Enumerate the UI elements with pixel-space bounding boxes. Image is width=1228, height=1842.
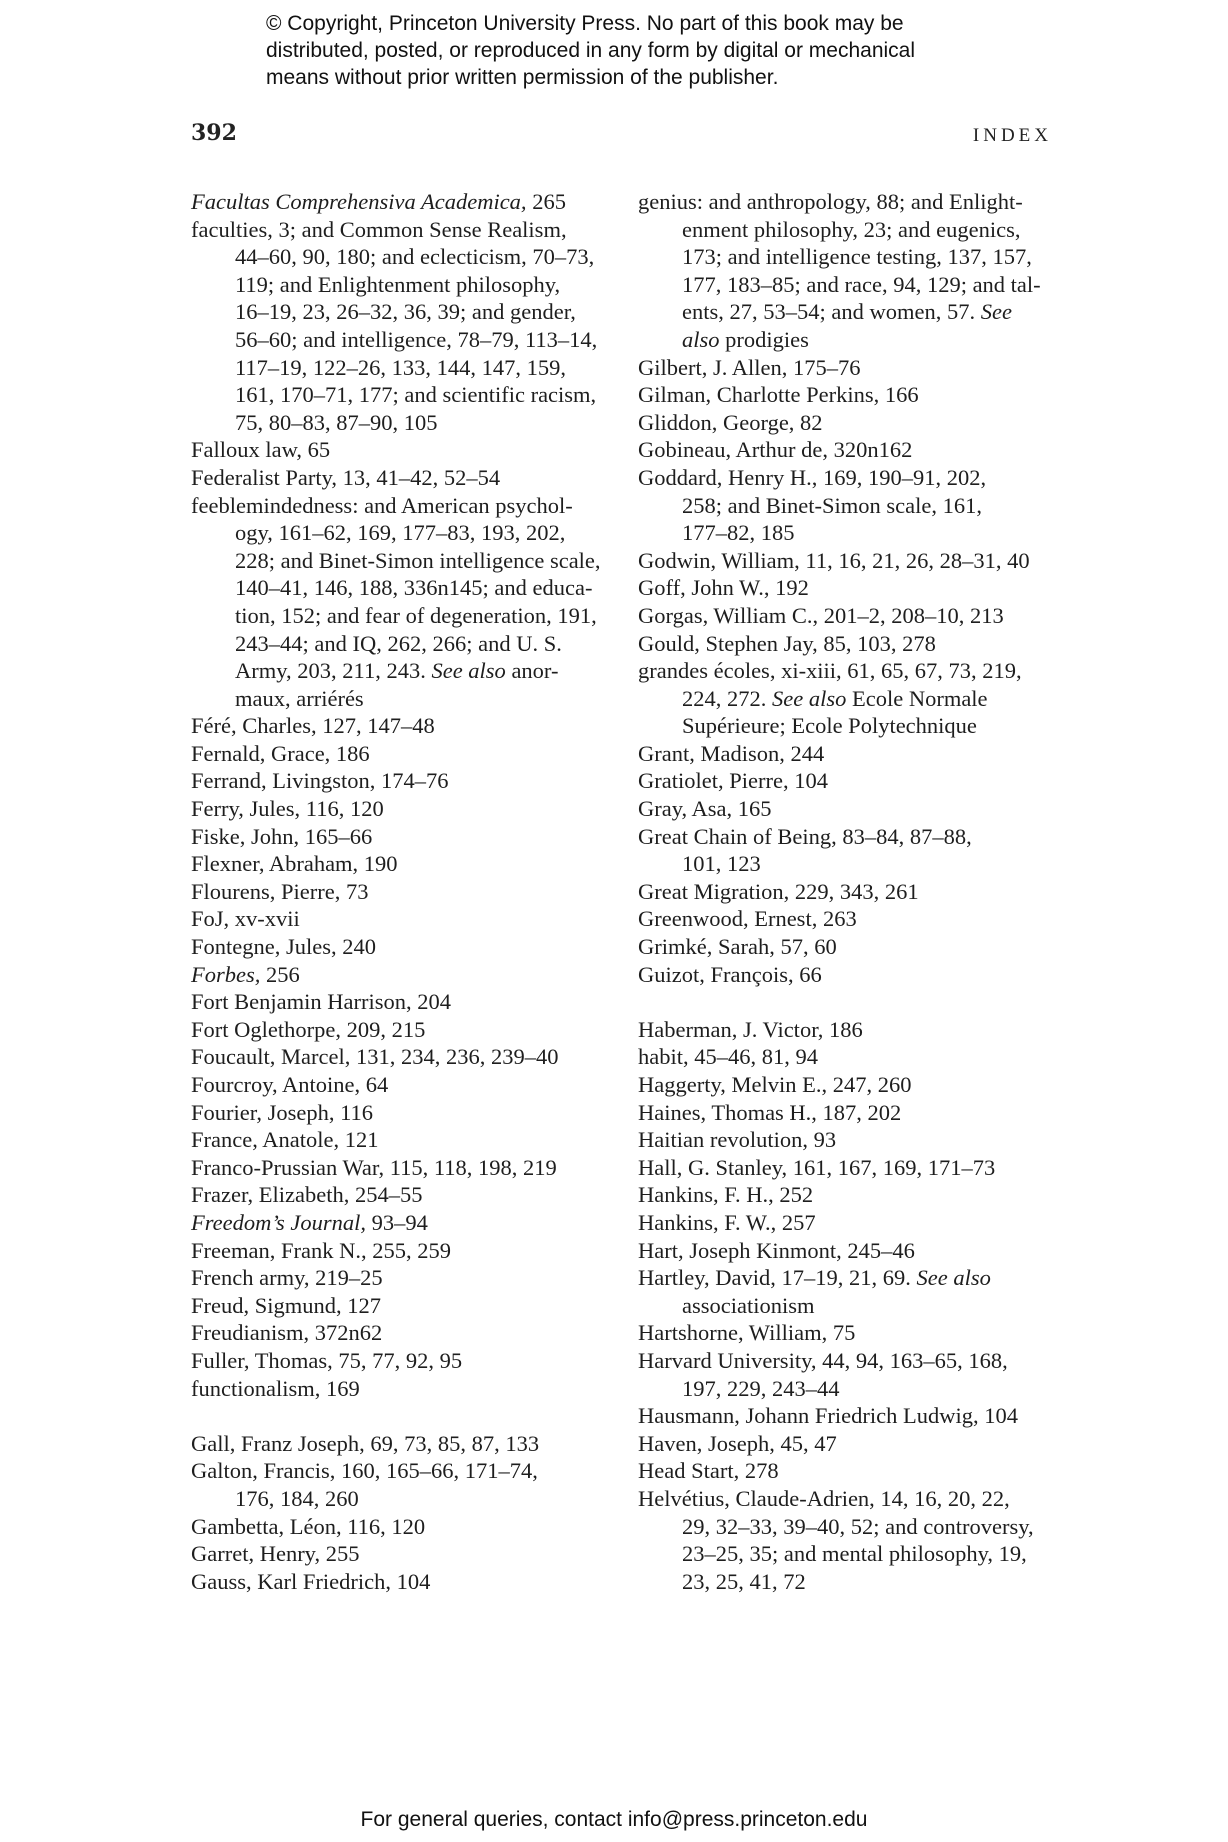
index-entry xyxy=(638,381,1068,409)
index-entry-line: 177–82, 185 xyxy=(682,520,795,546)
index-entry xyxy=(638,574,1068,602)
index-entry-line: Hausmann, Johann Friedrich Ludwig, 104 xyxy=(638,1403,1018,1429)
index-entry-line: Hankins, F. W., 257 xyxy=(638,1209,816,1235)
index-entry xyxy=(191,1154,621,1182)
index-entry xyxy=(191,1457,621,1512)
index-entry xyxy=(191,850,621,878)
copyright-line: © Copyright, Princeton University Press. No part of this book may be xyxy=(266,12,904,35)
index-entry-line: Army, 203, 211, 243. See also anor- xyxy=(235,658,559,684)
index-entry-line: 161, 170–71, 177; and scientific racism, xyxy=(235,382,597,408)
page-number: 392 xyxy=(191,120,237,146)
index-entry xyxy=(191,823,621,851)
index-entry xyxy=(638,823,1068,878)
index-entry-line: 119; and Enlightenment philosophy, xyxy=(235,271,561,297)
index-entry-line: 29, 32–33, 39–40, 52; and controversy, xyxy=(682,1513,1034,1539)
index-entry-line: Falloux law, 65 xyxy=(191,437,331,463)
index-entry-line: 173; and intelligence testing, 137, 157, xyxy=(682,244,1032,270)
index-entry xyxy=(638,1402,1068,1430)
index-entry-line: Haitian revolution, 93 xyxy=(638,1127,837,1153)
index-entry-line: 23–25, 35; and mental philosophy, 19, xyxy=(682,1541,1027,1567)
index-entry-line: FoJ, xv-xvii xyxy=(191,906,300,932)
index-entry-line: 56–60; and intelligence, 78–79, 113–14, xyxy=(235,326,598,352)
copyright-line: means without prior written permission of the publisher. xyxy=(266,66,779,89)
letter-group-gap xyxy=(191,1402,621,1430)
index-entry xyxy=(638,1071,1068,1099)
index-entry-line: Fourier, Joseph, 116 xyxy=(191,1099,373,1125)
copyright-line: distributed, posted, or reproduced in any form by digital or mechanical xyxy=(266,39,916,62)
index-entry-line: Fernald, Grace, 186 xyxy=(191,740,370,766)
index-entry-line: 16–19, 23, 26–32, 36, 39; and gender, xyxy=(235,299,576,325)
index-entry-line: France, Anatole, 121 xyxy=(191,1127,379,1153)
index-entry-line: Forbes, 256 xyxy=(191,961,300,987)
index-entry xyxy=(638,1181,1068,1209)
index-entry xyxy=(191,795,621,823)
index-entry xyxy=(191,1347,621,1375)
index-entry-line: Foucault, Marcel, 131, 234, 236, 239–40 xyxy=(191,1044,559,1070)
index-entry-line: Hartley, David, 17–19, 21, 69. See also xyxy=(638,1265,991,1291)
index-entry-line: 23, 25, 41, 72 xyxy=(682,1568,806,1594)
index-entry-line: Godwin, William, 11, 16, 21, 26, 28–31, 40 xyxy=(638,547,1030,573)
index-entry-line: Guizot, François, 66 xyxy=(638,961,822,987)
index-entry-line: Freud, Sigmund, 127 xyxy=(191,1292,382,1318)
index-entry-line: Grant, Madison, 244 xyxy=(638,740,825,766)
index-entry xyxy=(191,740,621,768)
index-entry xyxy=(191,216,621,437)
index-entry-line: Fiske, John, 165–66 xyxy=(191,823,373,849)
index-entry xyxy=(191,1181,621,1209)
index-entry-line: 197, 229, 243–44 xyxy=(682,1375,840,1401)
index-entry-line: 140–41, 146, 188, 336n145; and educa- xyxy=(235,575,593,601)
index-entry xyxy=(638,1016,1068,1044)
index-entry xyxy=(638,1126,1068,1154)
index-entry xyxy=(191,436,621,464)
index-entry xyxy=(638,878,1068,906)
index-entry-line: Gould, Stephen Jay, 85, 103, 278 xyxy=(638,630,936,656)
index-entry-line: Harvard University, 44, 94, 163–65, 168, xyxy=(638,1347,1008,1373)
index-entry xyxy=(191,1099,621,1127)
index-entry-line: 243–44; and IQ, 262, 266; and U. S. xyxy=(235,630,562,656)
index-entry xyxy=(191,988,621,1016)
index-entry xyxy=(191,905,621,933)
index-entry-line: French army, 219–25 xyxy=(191,1265,383,1291)
index-entry-line: Hartshorne, William, 75 xyxy=(638,1320,856,1346)
index-entry-line: 224, 272. See also Ecole Normale xyxy=(682,685,988,711)
index-entry xyxy=(191,1071,621,1099)
index-entry xyxy=(191,492,621,713)
index-entry xyxy=(638,1209,1068,1237)
index-entry xyxy=(638,1043,1068,1071)
index-entry-line: Fontegne, Jules, 240 xyxy=(191,934,376,960)
index-entry-line: Gauss, Karl Friedrich, 104 xyxy=(191,1568,431,1594)
index-entry-line: also prodigies xyxy=(682,326,809,352)
index-entry-line: Freudianism, 372n62 xyxy=(191,1320,383,1346)
index-entry-line: Greenwood, Ernest, 263 xyxy=(638,906,857,932)
index-entry xyxy=(638,1457,1068,1485)
index-entry xyxy=(191,188,621,216)
index-entry-line: Goddard, Henry H., 169, 190–91, 202, xyxy=(638,464,987,490)
index-entry xyxy=(638,602,1068,630)
copyright-notice xyxy=(266,10,1026,91)
index-entry-line: Great Chain of Being, 83–84, 87–88, xyxy=(638,823,972,849)
index-entry-line: Gilman, Charlotte Perkins, 166 xyxy=(638,382,919,408)
index-entry-line: Fort Benjamin Harrison, 204 xyxy=(191,989,451,1015)
index-entry-line: Flexner, Abraham, 190 xyxy=(191,851,398,877)
index-entry xyxy=(638,464,1068,547)
index-entry xyxy=(638,1347,1068,1402)
index-entry-line: 258; and Binet-Simon scale, 161, xyxy=(682,492,982,518)
index-entry-line: Facultas Comprehensiva Academica, 265 xyxy=(191,189,566,214)
index-entry-line: Great Migration, 229, 343, 261 xyxy=(638,878,919,904)
index-entry-line: Goff, John W., 192 xyxy=(638,575,809,601)
index-entry xyxy=(191,1430,621,1458)
index-entry xyxy=(191,1375,621,1403)
index-entry-line: Franco-Prussian War, 115, 118, 198, 219 xyxy=(191,1154,557,1180)
index-entry-line: Gratiolet, Pierre, 104 xyxy=(638,768,828,794)
index-entry-line: Fort Oglethorpe, 209, 215 xyxy=(191,1016,426,1042)
index-entry-line: 177, 183–85; and race, 94, 129; and tal- xyxy=(682,271,1041,297)
index-entry xyxy=(191,961,621,989)
index-entry-line: Féré, Charles, 127, 147–48 xyxy=(191,713,435,739)
index-entry-line: Fuller, Thomas, 75, 77, 92, 95 xyxy=(191,1347,463,1373)
index-entry xyxy=(191,1540,621,1568)
index-entry-line: enment philosophy, 23; and eugenics, xyxy=(682,216,1021,242)
index-entry-line: ogy, 161–62, 169, 177–83, 193, 202, xyxy=(235,520,566,546)
index-entry xyxy=(638,933,1068,961)
index-entry xyxy=(191,878,621,906)
index-entry-line: Fourcroy, Antoine, 64 xyxy=(191,1072,389,1097)
index-column-left xyxy=(191,188,621,1595)
index-column-right xyxy=(638,188,1068,1595)
index-entry-line: Helvétius, Claude-Adrien, 14, 16, 20, 22, xyxy=(638,1485,1010,1511)
index-entry-line: Grimké, Sarah, 57, 60 xyxy=(638,934,837,960)
index-entry-line: Federalist Party, 13, 41–42, 52–54 xyxy=(191,464,501,490)
index-entry xyxy=(191,933,621,961)
index-entry xyxy=(638,905,1068,933)
index-entry-line: tion, 152; and fear of degeneration, 191, xyxy=(235,602,597,628)
index-entry xyxy=(191,767,621,795)
index-entry xyxy=(191,1209,621,1237)
index-entry xyxy=(191,1292,621,1320)
index-entry xyxy=(191,1126,621,1154)
index-entry xyxy=(638,1264,1068,1319)
index-entry xyxy=(638,740,1068,768)
index-entry-line: Gliddon, George, 82 xyxy=(638,409,823,435)
index-entry-line: Supérieure; Ecole Polytechnique xyxy=(682,713,977,739)
index-entry-line: Flourens, Pierre, 73 xyxy=(191,878,369,904)
index-entry xyxy=(638,1237,1068,1265)
index-entry xyxy=(638,354,1068,382)
index-entry xyxy=(191,1513,621,1541)
index-entry-line: feeblemindedness: and American psychol- xyxy=(191,492,573,518)
index-entry-line: 117–19, 122–26, 133, 144, 147, 159, xyxy=(235,354,567,380)
index-entry-line: ents, 27, 53–54; and women, 57. See xyxy=(682,299,1012,325)
index-entry xyxy=(638,961,1068,989)
index-entry xyxy=(638,657,1068,740)
index-entry xyxy=(191,1264,621,1292)
index-entry-line: Hankins, F. H., 252 xyxy=(638,1182,814,1208)
index-entry-line: Haines, Thomas H., 187, 202 xyxy=(638,1099,902,1125)
index-entry-line: Ferry, Jules, 116, 120 xyxy=(191,796,384,822)
index-entry-line: 75, 80–83, 87–90, 105 xyxy=(235,409,438,435)
index-entry-line: functionalism, 169 xyxy=(191,1375,360,1401)
index-entry xyxy=(638,767,1068,795)
index-entry xyxy=(191,1237,621,1265)
index-entry xyxy=(191,1016,621,1044)
index-entry-line: faculties, 3; and Common Sense Realism, xyxy=(191,216,567,242)
index-entry-line: 44–60, 90, 180; and eclecticism, 70–73, xyxy=(235,244,595,270)
index-entry-line: Gilbert, J. Allen, 175–76 xyxy=(638,354,861,380)
index-entry-line: Gambetta, Léon, 116, 120 xyxy=(191,1513,426,1539)
index-entry xyxy=(638,630,1068,658)
index-entry-line: Gall, Franz Joseph, 69, 73, 85, 87, 133 xyxy=(191,1430,540,1456)
index-entry-line: 228; and Binet-Simon intelligence scale, xyxy=(235,547,601,573)
index-entry-line: Haggerty, Melvin E., 247, 260 xyxy=(638,1072,912,1097)
index-entry-line: Gobineau, Arthur de, 320n162 xyxy=(638,437,913,463)
index-entry-line: Head Start, 278 xyxy=(638,1458,779,1484)
index-entry xyxy=(191,1043,621,1071)
index-entry-line: Galton, Francis, 160, 165–66, 171–74, xyxy=(191,1458,538,1484)
index-entry xyxy=(191,1568,621,1596)
index-entry-line: Gray, Asa, 165 xyxy=(638,796,772,822)
index-entry xyxy=(638,188,1068,354)
index-entry-line: Frazer, Elizabeth, 254–55 xyxy=(191,1182,423,1208)
index-entry xyxy=(638,547,1068,575)
index-entry-line: 101, 123 xyxy=(682,851,761,877)
index-entry xyxy=(638,1154,1068,1182)
index-entry xyxy=(638,1485,1068,1595)
index-entry xyxy=(191,1319,621,1347)
index-entry xyxy=(638,795,1068,823)
index-entry-line: associationism xyxy=(682,1292,815,1318)
index-entry-line: 176, 184, 260 xyxy=(235,1485,359,1511)
index-entry xyxy=(638,436,1068,464)
index-entry-line: Ferrand, Livingston, 174–76 xyxy=(191,768,449,794)
index-entry-line: Hart, Joseph Kinmont, 245–46 xyxy=(638,1237,915,1263)
index-entry xyxy=(191,712,621,740)
index-entry-line: habit, 45–46, 81, 94 xyxy=(638,1044,818,1070)
footer-contact: For general queries, contact info@press.princeton.edu xyxy=(360,1808,868,1831)
index-entry-line: maux, arriérés xyxy=(235,685,364,711)
index-entry-line: Freeman, Frank N., 255, 259 xyxy=(191,1237,451,1263)
index-entry-line: Hall, G. Stanley, 161, 167, 169, 171–73 xyxy=(638,1154,996,1180)
index-entry xyxy=(191,464,621,492)
index-entry-line: genius: and anthropology, 88; and Enlight- xyxy=(638,189,1023,214)
index-entry xyxy=(638,1099,1068,1127)
index-entry-line: Haven, Joseph, 45, 47 xyxy=(638,1430,837,1456)
index-entry-line: Haberman, J. Victor, 186 xyxy=(638,1016,863,1042)
index-entry-line: grandes écoles, xi-xiii, 61, 65, 67, 73, 219, xyxy=(638,658,1022,684)
index-entry-line: Garret, Henry, 255 xyxy=(191,1541,360,1567)
index-entry-line: Freedom’s Journal, 93–94 xyxy=(191,1209,428,1235)
index-entry xyxy=(638,409,1068,437)
letter-group-gap xyxy=(638,988,1068,1016)
index-entry xyxy=(638,1430,1068,1458)
index-entry-line: Gorgas, William C., 201–2, 208–10, 213 xyxy=(638,602,1004,628)
running-head: INDEX xyxy=(972,125,1052,146)
index-entry xyxy=(638,1319,1068,1347)
